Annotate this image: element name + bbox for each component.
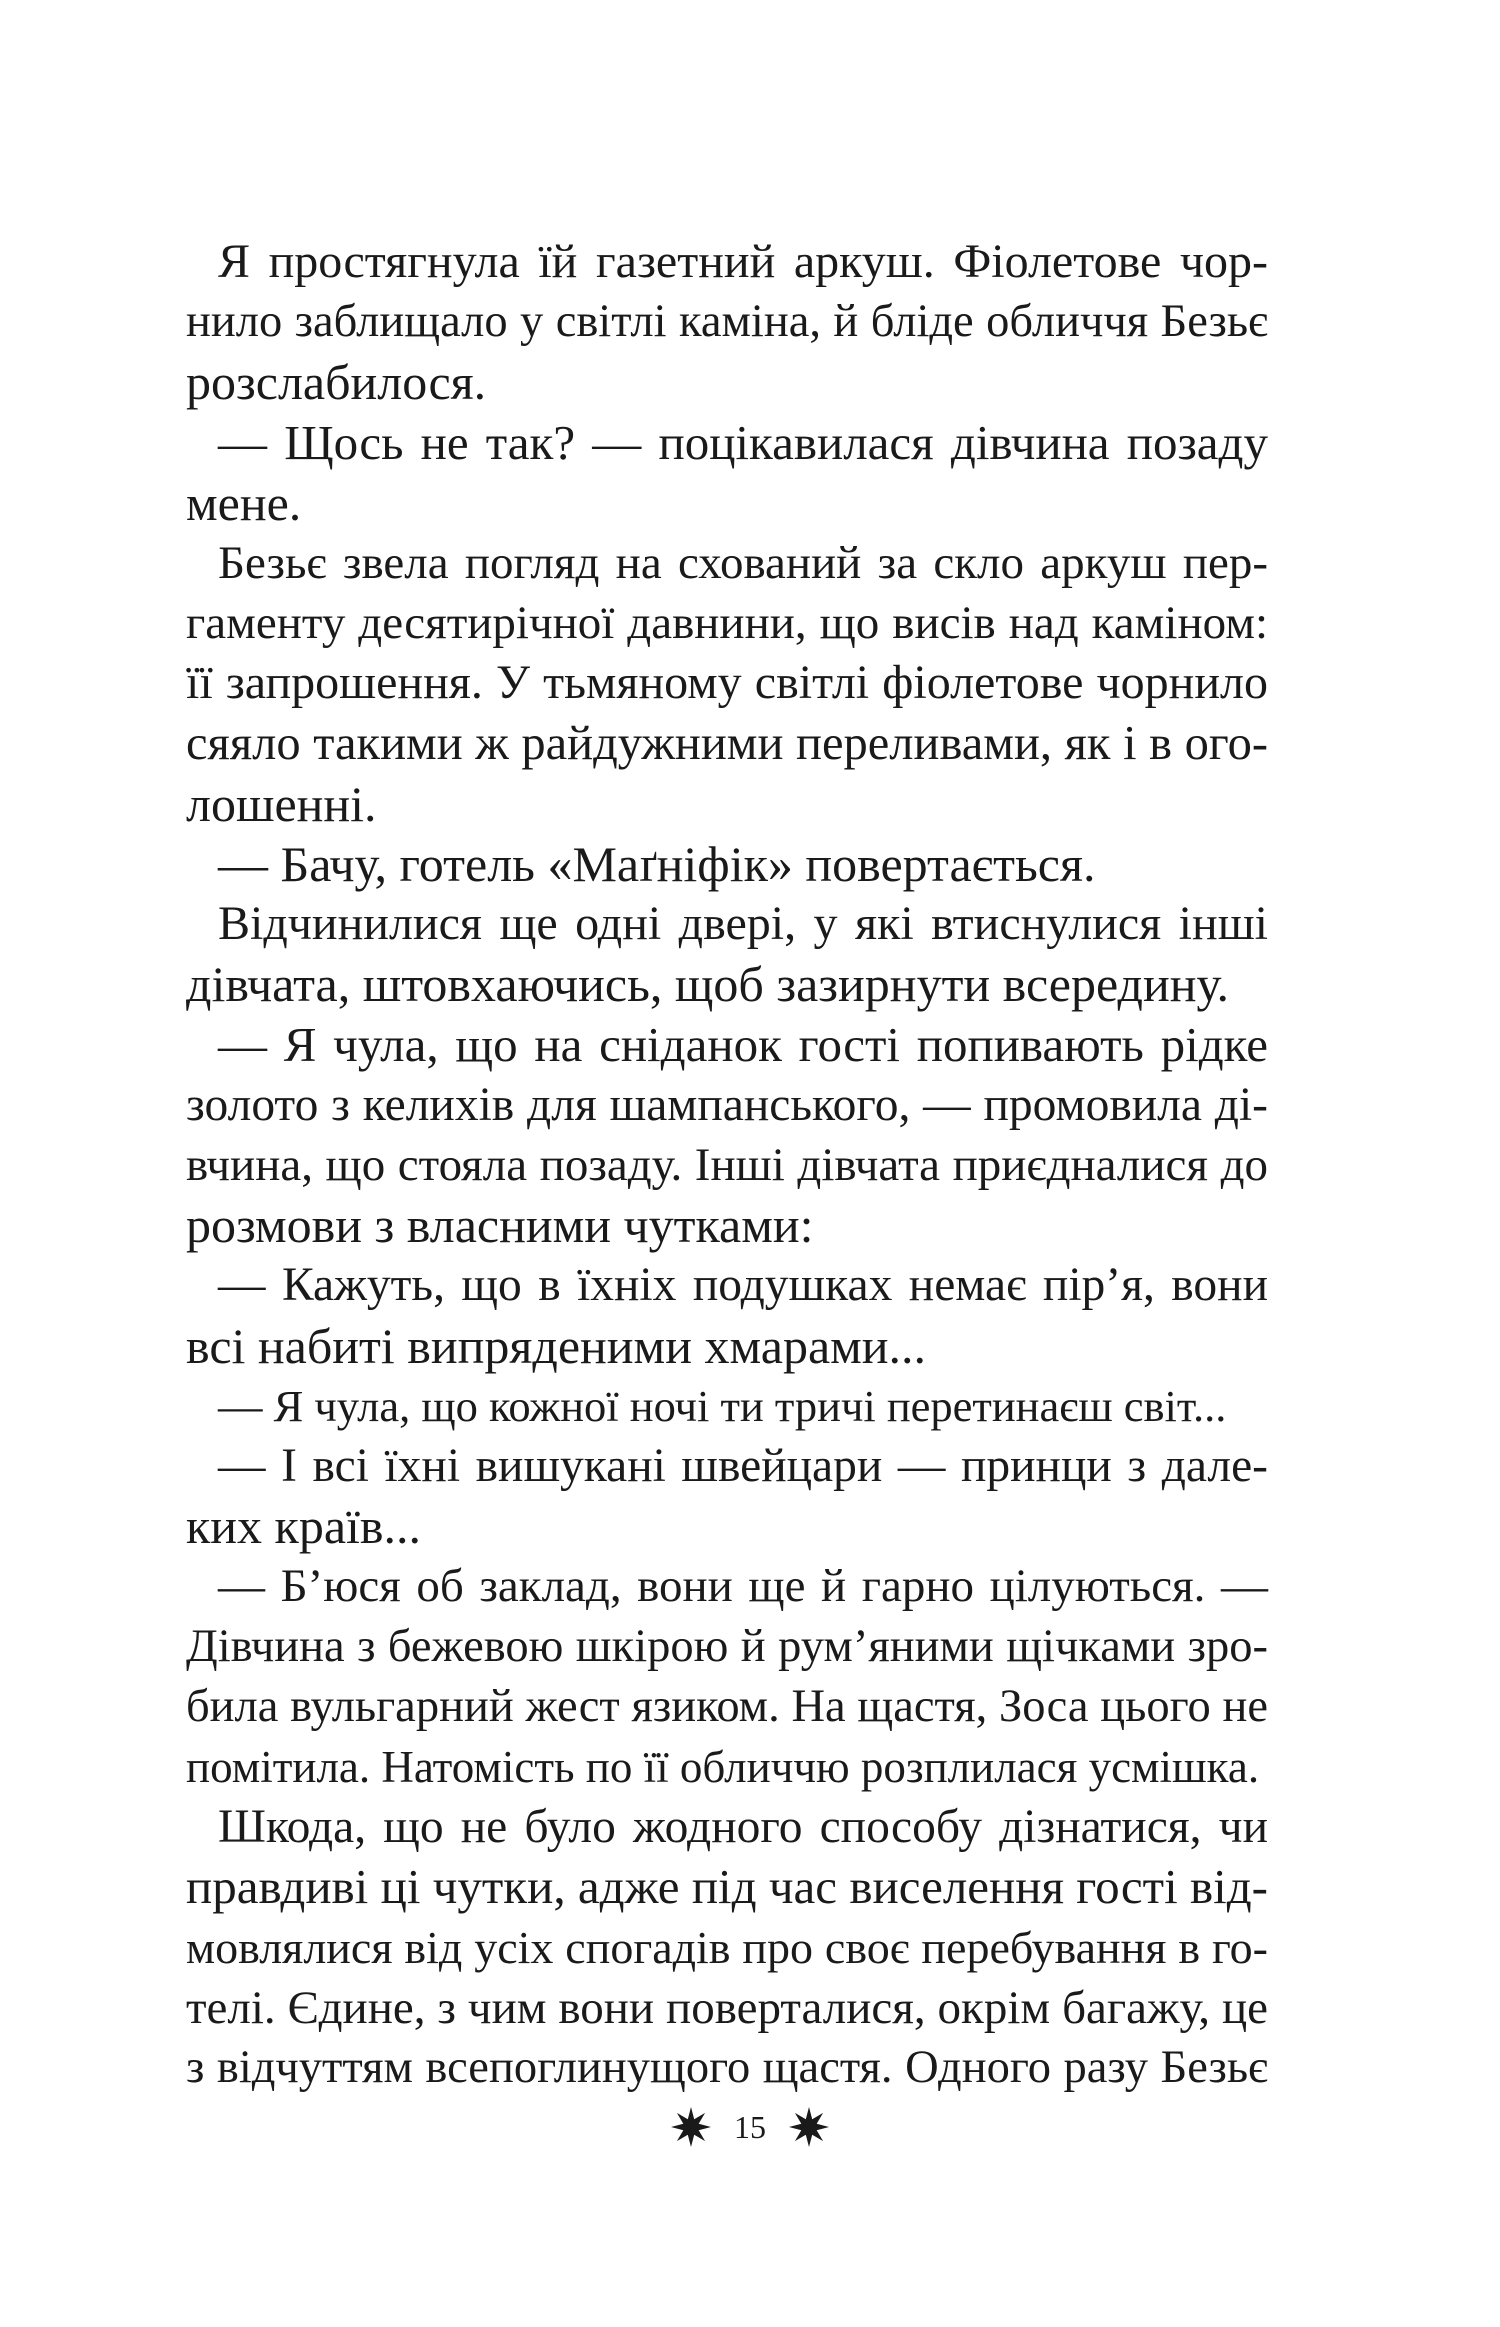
page-footer bbox=[0, 2097, 1500, 2157]
text-line: — Щось не так? — поцікавилася дівчина позаду bbox=[218, 414, 1268, 470]
text-line: гаменту десятирічної давнини, що висів над каміном: bbox=[186, 597, 1268, 650]
text-line: — Б’юся об заклад, вони ще й гарно цілуються. — bbox=[218, 1560, 1268, 1613]
text-line: ких країв... bbox=[186, 1498, 422, 1555]
text-line: Шкода, що не було жодного способу дізнатися, чи bbox=[218, 1801, 1268, 1854]
text-line: вчина, що стояла позаду. Інші дівчата приєдналися до bbox=[186, 1139, 1268, 1192]
text-line: розслабилося. bbox=[186, 354, 487, 411]
text-line: телі. Єдине, з чим вони поверталися, окрім багажу, це bbox=[186, 1981, 1268, 2034]
text-line: дівчата, штовхаючись, щоб зазирнути всередину. bbox=[186, 956, 1229, 1013]
text-line: Дівчина з бежевою шкірою й рум’яними щічками зро- bbox=[186, 1620, 1268, 1672]
text-line: лошенні. bbox=[186, 775, 377, 832]
star-ornament-icon bbox=[670, 2106, 712, 2148]
text-line: помітила. Натомість по її обличчю розплилася усмішка. bbox=[186, 1742, 1260, 1793]
text-line: Безьє звела погляд на схований за скло аркуш пер- bbox=[218, 537, 1268, 590]
text-line: — Бачу, готель «Маґніфік» повертається. bbox=[218, 836, 1096, 893]
text-line: правдиві ці чутки, адже під час виселення гості від- bbox=[186, 1859, 1268, 1915]
text-line: її запрошення. У тьмяному світлі фіолетове чорнило bbox=[186, 656, 1268, 710]
text-line: розмови з власними чутками: bbox=[186, 1197, 814, 1254]
text-line: з відчуттям всепоглинущого щастя. Одного разу Безьє bbox=[186, 2042, 1268, 2094]
text-line: нило заблищало у світлі каміна, й бліде обличчя Безьє bbox=[186, 296, 1268, 348]
star-ornament-icon bbox=[788, 2106, 830, 2148]
body-text bbox=[186, 232, 1268, 2098]
text-line: всі набиті випряденими хмарами... bbox=[186, 1317, 927, 1374]
text-line: — Я чула, що на сніданок гості попивають рідке bbox=[218, 1016, 1268, 1072]
page-number: 15 bbox=[734, 2109, 766, 2145]
text-line: била вульгарний жест язиком. На щастя, Зоса цього не bbox=[186, 1680, 1268, 1732]
text-line: мене. bbox=[186, 474, 302, 531]
text-line: — І всі їхні вишукані швейцари — принци з дале- bbox=[218, 1440, 1268, 1493]
text-line: Я простягнула їй газетний аркуш. Фіолетове чор- bbox=[218, 235, 1268, 288]
text-line: Відчинилися ще одні двері, у які втиснулися інші bbox=[218, 897, 1268, 951]
text-line: мовлялися від усіх спогадів про своє перебування в го- bbox=[186, 1921, 1268, 1973]
text-line: сяяло такими ж райдужними переливами, як і в ого- bbox=[186, 716, 1268, 770]
text-line: — Я чула, що кожної ночі ти тричі перетинаєш світ... bbox=[218, 1380, 1227, 1431]
text-line: — Кажуть, що в їхніх подушках немає пір’я, вони bbox=[218, 1259, 1268, 1312]
text-line: золото з келихів для шампанського, — промовила ді- bbox=[186, 1078, 1268, 1131]
